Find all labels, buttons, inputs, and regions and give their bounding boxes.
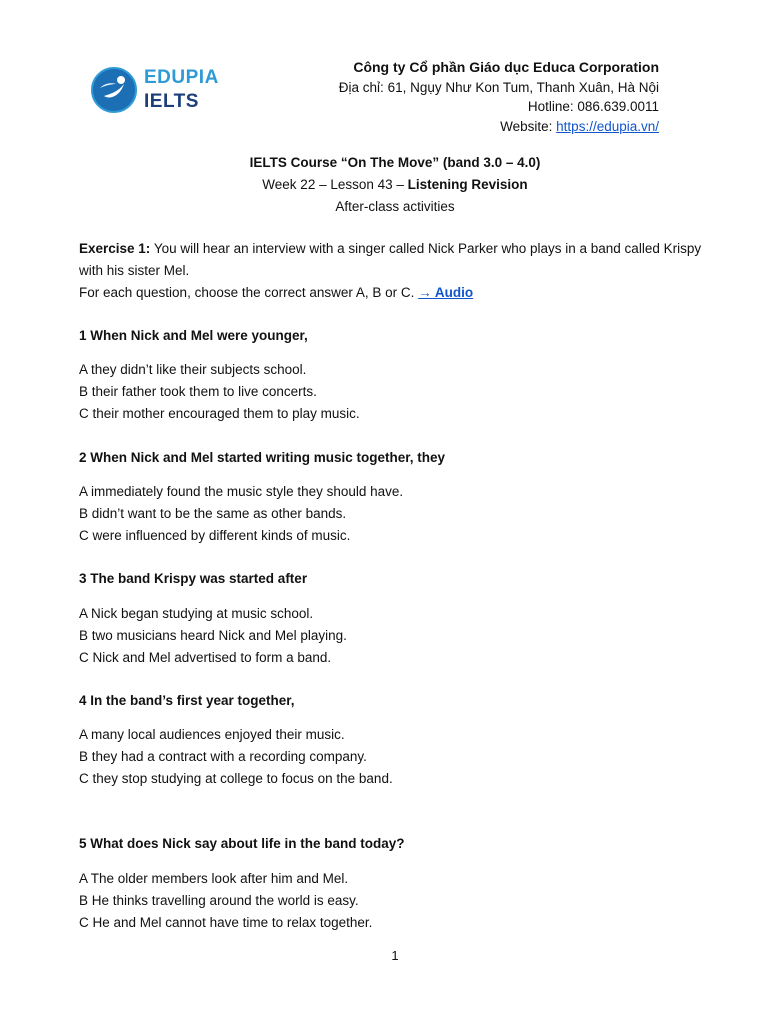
edupia-logo-icon — [90, 66, 138, 114]
exercise-intro — [79, 238, 719, 304]
website-label: Website: — [500, 118, 557, 134]
logo-brand-text: EDUPIA — [144, 67, 219, 88]
question-4-option-c: C they stop studying at college to focus on the band. — [79, 771, 393, 786]
question-block-5 — [79, 833, 719, 934]
lesson-prefix: Week 22 – Lesson 43 – — [262, 177, 408, 192]
question-5: 5 What does Nick say about life in the band today? — [79, 836, 405, 851]
question-2-option-a: A immediately found the music style they should have. — [79, 484, 404, 499]
question-block-2 — [79, 447, 719, 547]
company-hotline: Hotline: 086.639.0011 — [527, 99, 659, 114]
edupia-logo — [90, 66, 219, 114]
question-1-option-a: A they didn’t like their subjects school. — [79, 362, 307, 377]
exercise-label: Exercise 1: — [79, 241, 151, 256]
question-3: 3 The band Krispy was started after — [79, 571, 308, 586]
title-block — [0, 152, 768, 218]
question-2: 2 When Nick and Mel started writing music together, they — [79, 450, 446, 465]
question-2-option-b: B didn’t want to be the same as other bands. — [79, 506, 347, 521]
question-5-option-a: A The older members look after him and Mel. — [79, 871, 349, 886]
question-3-option-a: A Nick began studying at music school. — [79, 606, 314, 621]
question-5-option-b: B He thinks travelling around the world is easy. — [79, 893, 359, 908]
question-block-1 — [79, 325, 719, 425]
exercise-instruction: For each question, choose the correct answer A, B or C. — [79, 285, 419, 300]
question-1-option-c: C their mother encouraged them to play music. — [79, 406, 360, 421]
question-2-option-c: C were influenced by different kinds of music. — [79, 528, 351, 543]
question-5-option-c: C He and Mel cannot have time to relax together. — [79, 915, 373, 930]
question-3-option-c: C Nick and Mel advertised to form a band. — [79, 650, 332, 665]
exercise-description: You will hear an interview with a singer called Nick Parker who plays in a band called Krispy with his sister Mel. — [79, 241, 702, 278]
logo-sub-text: IELTS — [144, 91, 199, 112]
course-title: IELTS Course “On The Move” (band 3.0 – 4.0) — [249, 155, 541, 170]
lesson-line — [0, 174, 768, 196]
question-4: 4 In the band’s first year together, — [79, 693, 295, 708]
company-info — [339, 58, 659, 136]
question-block-4 — [79, 690, 719, 790]
company-name: Công ty Cổ phần Giáo dục Educa Corporation — [353, 59, 659, 75]
question-4-option-b: B they had a contract with a recording company. — [79, 749, 367, 764]
question-block-3 — [79, 568, 719, 669]
activities-label: After-class activities — [335, 199, 455, 214]
question-4-option-a: A many local audiences enjoyed their music. — [79, 727, 345, 742]
question-1-option-b: B their father took them to live concerts. — [79, 384, 317, 399]
company-website — [339, 117, 659, 137]
website-link[interactable]: https://edupia.vn/ — [556, 118, 659, 134]
page-number: 1 — [391, 948, 399, 963]
question-3-option-b: B two musicians heard Nick and Mel playing. — [79, 628, 347, 643]
audio-link[interactable]: → Audio — [418, 285, 474, 300]
company-address: Địa chỉ: 61, Ngụy Như Kon Tum, Thanh Xuân, Hà Nội — [338, 79, 659, 95]
lesson-topic: Listening Revision — [407, 177, 528, 192]
question-1: 1 When Nick and Mel were younger, — [79, 328, 308, 343]
